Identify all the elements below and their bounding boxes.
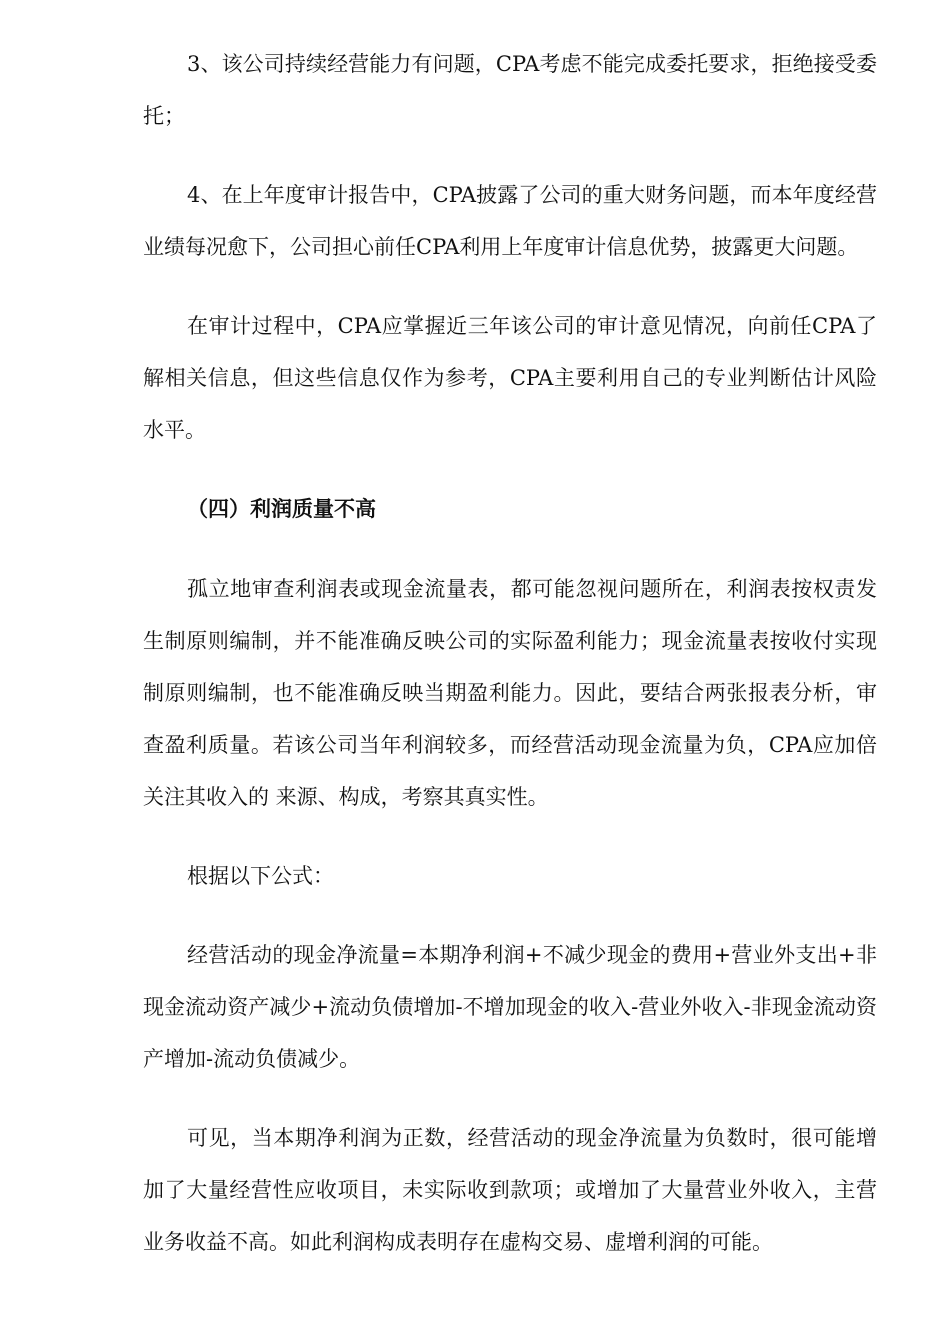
document-body (143, 38, 877, 1295)
paragraph-conclusion: 可见，当本期净利润为正数，经营活动的现金净流量为负数时，很可能增加了大量经营性应收项目，未实际收到款项；或增加了大量营业外收入，主营业务收益不高。如此利润构成表明存在虚构交易、虚增利润的可能。 (143, 1126, 877, 1254)
paragraph-reason-4: 4、在上年度审计报告中，CPA披露了公司的重大财务问题，而本年度经营业绩每况愈下，公司担心前任CPA利用上年度审计信息优势，披露更大问题。 (143, 183, 877, 259)
paragraph-reason-3: 3、该公司持续经营能力有问题，CPA考虑不能完成委托要求，拒绝接受委托； (143, 52, 877, 128)
paragraph-audit-process: 在审计过程中，CPA应掌握近三年该公司的审计意见情况，向前任CPA了解相关信息，但这些信息仅作为参考，CPA主要利用自己的专业判断估计风险水平。 (143, 314, 877, 442)
paragraph-profit-analysis: 孤立地审查利润表或现金流量表，都可能忽视问题所在，利润表按权责发生制原则编制，并不能准确反映公司的实际盈利能力；现金流量表按收付实现制原则编制，也不能准确反映当期盈利能力。因此，要结合两张报表分析，审查盈利质量。若该公司当年利润较多，而经营活动现金流量为负，CPA应加倍关注其收入的 来源、构成，考察其真实性。 (143, 577, 877, 809)
section-heading: （四）利润质量不高 (187, 497, 376, 521)
paragraph-formula-intro: 根据以下公式： (187, 864, 334, 888)
paragraph-formula: 经营活动的现金净流量=本期净利润+不减少现金的费用+营业外支出+非现金流动资产减少+流动负债增加-不增加现金的收入-营业外收入-非现金流动资产增加-流动负债减少。 (143, 943, 877, 1071)
